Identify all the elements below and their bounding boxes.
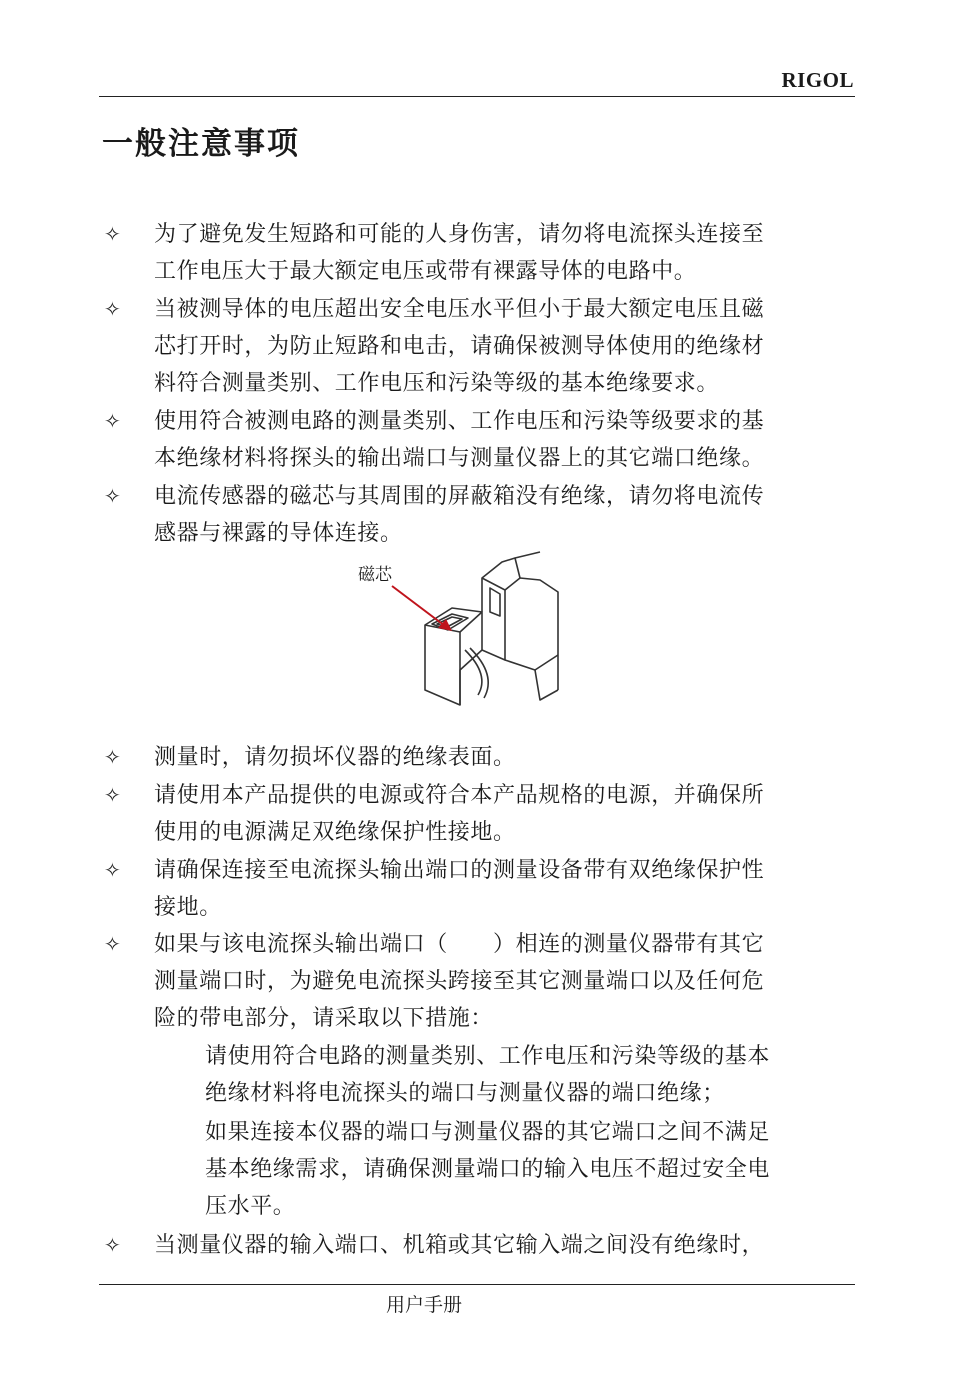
item-line: 险的带电部分，请采取以下措施： xyxy=(154,1006,494,1031)
sub-item-line: 请使用符合电路的测量类别、工作电压和污染等级的基本 xyxy=(205,1044,771,1069)
bullet-icon: ✧ xyxy=(104,745,121,769)
header-rule xyxy=(99,96,855,97)
bullet-icon: ✧ xyxy=(104,932,121,956)
item-line: 感器与裸露的导体连接。 xyxy=(154,521,403,546)
item-line: 电流传感器的磁芯与其周围的屏蔽箱没有绝缘，请勿将电流传 xyxy=(154,484,765,509)
item-line: 工作电压大于最大额定电压或带有裸露导体的电路中。 xyxy=(154,259,697,284)
item-line: 当被测导体的电压超出安全电压水平但小于最大额定电压且磁 xyxy=(154,297,765,322)
sub-item-line: 如果连接本仪器的端口与测量仪器的其它端口之间不满足 xyxy=(205,1120,771,1145)
item-line: 料符合测量类别、工作电压和污染等级的基本绝缘要求。 xyxy=(154,371,720,396)
magnetic-core-figure xyxy=(340,550,590,710)
item-line: 为了避免发生短路和可能的人身伤害，请勿将电流探头连接至 xyxy=(154,222,765,247)
sub-item-line: 绝缘材料将电流探头的端口与测量仪器的端口绝缘； xyxy=(205,1081,725,1106)
item-line: 使用的电源满足双绝缘保护性接地。 xyxy=(154,820,516,845)
sub-item-line: 基本绝缘需求，请确保测量端口的输入电压不超过安全电 xyxy=(205,1157,771,1182)
footer-rule xyxy=(99,1284,855,1285)
sub-list-item xyxy=(205,1114,845,1225)
figure-label: 磁芯 xyxy=(358,565,392,585)
bullet-icon: ✧ xyxy=(104,484,121,508)
bullet-icon: ✧ xyxy=(104,858,121,882)
item-line: 芯打开时，为防止短路和电击，请确保被测导体使用的绝缘材 xyxy=(154,334,765,359)
bullet-icon: ✧ xyxy=(104,222,121,246)
bullet-icon: ✧ xyxy=(104,297,121,321)
item-line: 如果与该电流探头输出端口（ ）相连的测量仪器带有其它 xyxy=(154,932,765,957)
item-line: 测量端口时，为避免电流探头跨接至其它测量端口以及任何危 xyxy=(154,969,765,994)
item-line: 请确保连接至电流探头输出端口的测量设备带有双绝缘保护性 xyxy=(154,858,765,883)
sub-item-line: 压水平。 xyxy=(205,1194,296,1219)
pointer-arrow xyxy=(392,586,445,626)
item-line: 本绝缘材料将探头的输出端口与测量仪器上的其它端口绝缘。 xyxy=(154,446,765,471)
bullet-icon: ✧ xyxy=(104,1233,121,1257)
bullet-icon: ✧ xyxy=(104,783,121,807)
item-line: 接地。 xyxy=(154,895,222,920)
item-line: 测量时，请勿损坏仪器的绝缘表面。 xyxy=(154,745,516,770)
footer-text: 用户手册 xyxy=(385,1294,462,1316)
item-line: 当测量仪器的输入端口、机箱或其它输入端之间没有绝缘时， xyxy=(154,1233,765,1258)
item-line: 请使用本产品提供的电源或符合本产品规格的电源，并确保所 xyxy=(154,783,765,808)
sub-list-item xyxy=(205,1038,845,1112)
item-line: 使用符合被测电路的测量类别、工作电压和污染等级要求的基 xyxy=(154,409,765,434)
bullet-icon: ✧ xyxy=(104,409,121,433)
header-brand: RIGOL xyxy=(781,68,854,92)
page-title: 一般注意事项 xyxy=(102,126,300,162)
